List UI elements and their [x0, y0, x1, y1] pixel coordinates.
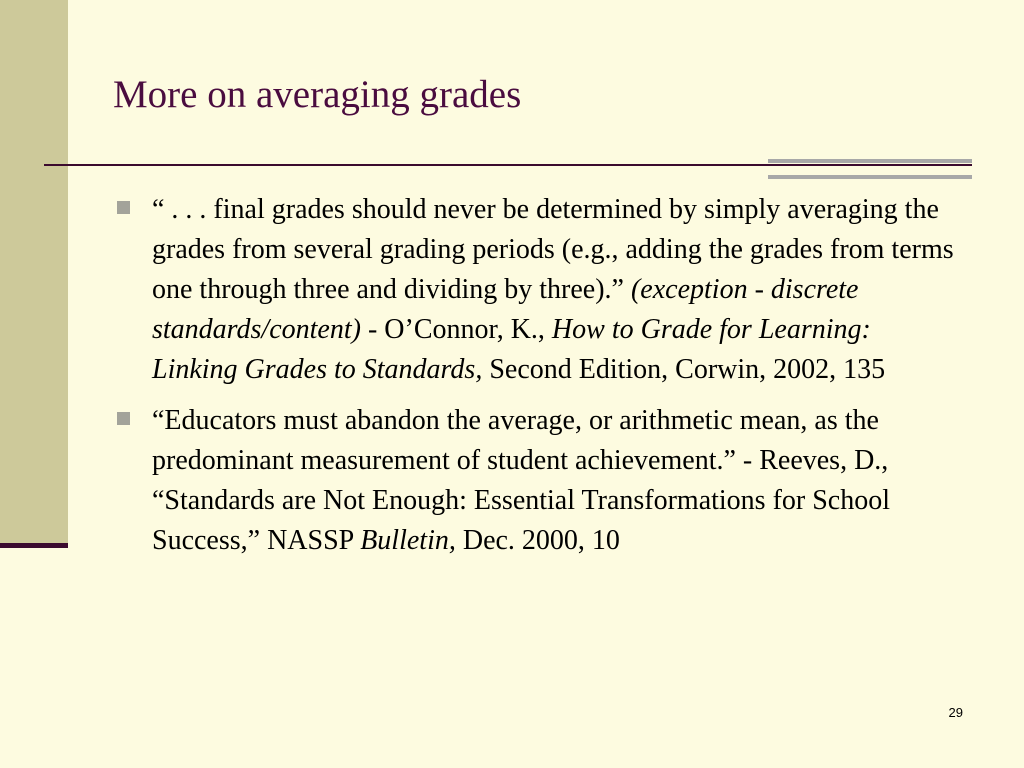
exception-note: (exception - discrete standards/content)	[152, 274, 859, 345]
left-decorative-band	[0, 0, 68, 545]
author-citation: - O’Connor, K.,	[367, 314, 545, 345]
left-accent-line	[0, 543, 68, 548]
square-bullet-icon	[117, 201, 130, 214]
slide-title: More on averaging grades	[113, 73, 522, 116]
slide-body	[113, 190, 963, 572]
bullet-item-oconnor	[113, 190, 963, 390]
title-divider	[44, 164, 972, 166]
accent-bar-bottom	[768, 175, 972, 179]
book-title: How to Grade for Learning: Linking Grades to Standards,	[152, 314, 871, 385]
accent-bar-top	[768, 159, 972, 163]
citation-details: Second Edition, Corwin, 2002, 135	[489, 354, 886, 385]
quote-text: “ . . . final grades should never be determined by simply averaging the grades from several grading periods (e.g., adding the grades from terms one through three and dividing by three).”	[152, 194, 954, 305]
quote-text: “Educators must abandon the average, or arithmetic mean, as the predominant measurement of student achievement.” - Reeves, D., “Standards are Not Enough: Essential Transformations for School Success,” NASSP	[152, 405, 891, 556]
citation-details: Dec. 2000, 10	[462, 525, 620, 556]
square-bullet-icon	[117, 412, 130, 425]
bullet-item-reeves	[113, 401, 963, 561]
slide-number: 29	[948, 705, 963, 720]
journal-title: Bulletin,	[360, 525, 456, 556]
